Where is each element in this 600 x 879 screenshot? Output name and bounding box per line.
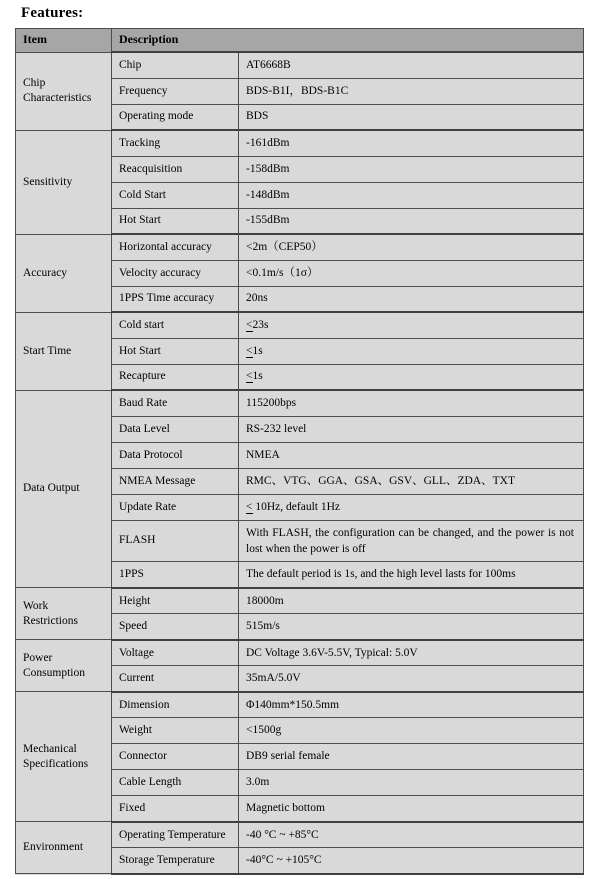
table-row: [16, 312, 584, 338]
row-label: Frequency: [112, 78, 239, 104]
row-label: Data Protocol: [112, 442, 239, 468]
table-row: [16, 588, 584, 614]
table-row: [16, 130, 584, 156]
less-than-or-equal-glyph: <: [246, 344, 253, 357]
row-value: <0.1m/s（1σ）: [239, 260, 584, 286]
row-label: Recapture: [112, 364, 239, 390]
row-label: Horizontal accuracy: [112, 234, 239, 260]
row-value: -148dBm: [239, 182, 584, 208]
table-header-row: [16, 28, 584, 52]
row-value: < 10Hz, default 1Hz: [239, 494, 584, 520]
group-label-sensitivity: Sensitivity: [16, 130, 112, 234]
row-label: Cold start: [112, 312, 239, 338]
row-value: <2m（CEP50）: [239, 234, 584, 260]
row-label: Operating Temperature: [112, 822, 239, 848]
group-label-accuracy: Accuracy: [16, 234, 112, 312]
row-value: <23s: [239, 312, 584, 338]
row-value: <1500g: [239, 718, 584, 744]
row-value: <1s: [239, 338, 584, 364]
row-label: Storage Temperature: [112, 848, 239, 874]
row-label: Velocity accuracy: [112, 260, 239, 286]
row-label: Current: [112, 666, 239, 692]
table-body: [16, 52, 584, 874]
row-label: Operating mode: [112, 104, 239, 130]
table-row: [16, 692, 584, 718]
page-title: Features:: [21, 5, 84, 21]
row-label: Weight: [112, 718, 239, 744]
row-label: Chip: [112, 52, 239, 78]
row-value: 515m/s: [239, 614, 584, 640]
specifications-table: [15, 28, 584, 875]
row-value: The default period is 1s, and the high level lasts for 100ms: [239, 562, 584, 588]
row-label: Update Rate: [112, 494, 239, 520]
row-label: Cable Length: [112, 770, 239, 796]
row-label: Tracking: [112, 130, 239, 156]
row-value: With FLASH, the configuration can be changed, and the power is not lost when the power is off: [239, 520, 584, 562]
row-label: Data Level: [112, 416, 239, 442]
row-value: -155dBm: [239, 208, 584, 234]
row-label: Hot Start: [112, 208, 239, 234]
less-than-or-equal-glyph: <: [246, 500, 253, 513]
row-value: RS-232 level: [239, 416, 584, 442]
row-value: RMC、VTG、GGA、GSA、GSV、GLL、ZDA、TXT: [239, 468, 584, 494]
group-label-environment: Environment: [16, 822, 112, 874]
table-row: [16, 52, 584, 78]
table-row: [16, 640, 584, 666]
row-value: -40°C ~ +105°C: [239, 848, 584, 874]
group-label-mechanical-specifications: Mechanical Specifications: [16, 692, 112, 822]
row-value: NMEA: [239, 442, 584, 468]
row-value: BDS-B1I，BDS-B1C: [239, 78, 584, 104]
group-label-power-consumption: Power Consumption: [16, 640, 112, 692]
table-row: [16, 390, 584, 416]
row-value: Φ140mm*150.5mm: [239, 692, 584, 718]
row-label: Fixed: [112, 796, 239, 822]
row-label: Hot Start: [112, 338, 239, 364]
row-value: BDS: [239, 104, 584, 130]
row-value: -40 °C ~ +85°C: [239, 822, 584, 848]
row-value: -161dBm: [239, 130, 584, 156]
table-row: [16, 822, 584, 848]
less-than-or-equal-glyph: <: [246, 318, 253, 331]
row-label: Height: [112, 588, 239, 614]
group-label-work-restrictions: Work Restrictions: [16, 588, 112, 640]
row-value: 18000m: [239, 588, 584, 614]
row-label: NMEA Message: [112, 468, 239, 494]
row-label: Speed: [112, 614, 239, 640]
row-value: <1s: [239, 364, 584, 390]
row-value: Magnetic bottom: [239, 796, 584, 822]
row-value: 3.0m: [239, 770, 584, 796]
row-value: AT6668B: [239, 52, 584, 78]
row-label: Connector: [112, 744, 239, 770]
row-value: 20ns: [239, 286, 584, 312]
row-value: DC Voltage 3.6V-5.5V, Typical: 5.0V: [239, 640, 584, 666]
table-row: [16, 234, 584, 260]
row-label: 1PPS Time accuracy: [112, 286, 239, 312]
group-label-start-time: Start Time: [16, 312, 112, 390]
row-value: 35mA/5.0V: [239, 666, 584, 692]
table-header: [16, 28, 584, 52]
row-value: DB9 serial female: [239, 744, 584, 770]
row-label: FLASH: [112, 520, 239, 562]
row-label: Cold Start: [112, 182, 239, 208]
row-label: Reacquisition: [112, 156, 239, 182]
row-label: 1PPS: [112, 562, 239, 588]
group-label-chip-characteristics: Chip Characteristics: [16, 52, 112, 130]
row-label: Dimension: [112, 692, 239, 718]
column-header-item: Item: [16, 28, 112, 52]
less-than-or-equal-glyph: <: [246, 370, 253, 383]
group-label-data-output: Data Output: [16, 390, 112, 588]
row-value: -158dBm: [239, 156, 584, 182]
column-header-description: Description: [112, 28, 584, 52]
row-label: Baud Rate: [112, 390, 239, 416]
row-value: 115200bps: [239, 390, 584, 416]
row-label: Voltage: [112, 640, 239, 666]
